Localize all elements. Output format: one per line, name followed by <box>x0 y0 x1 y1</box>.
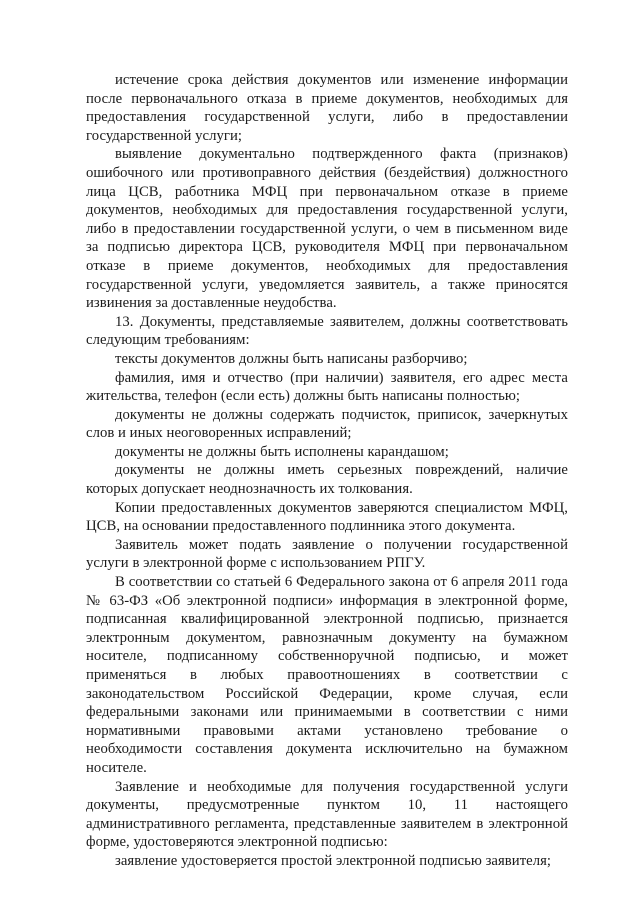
paragraph-simple-signature: заявление удостоверяется простой электронной подписью заявителя; <box>115 852 552 869</box>
paragraph-legible-text: тексты документов должны быть написаны разборчиво; <box>115 350 468 367</box>
paragraph-copies: Копии предоставленных документов заверяются специалистом МФЦ, ЦСВ, на основании предоставленного подлинника этого документа. <box>86 499 568 535</box>
paragraph-no-damage: документы не должны иметь серьезных повреждений, наличие которых допускает неоднозначность их толкования. <box>86 462 568 498</box>
paragraph-federal-law: В соответствии со статьей 6 Федерального закона от 6 апреля 2011 года № 63-ФЗ «Об электронной подписи» информация в электронной форме, подписанная квалифицированной электронной подписью, признается электронным документом, равнозначным документу на бумажном носителе, подписанному собственноручной подписью, и может применяться в любых правоотношениях в соответствии с законодательством Российской Федерации, кроме случая, если федеральными законами или принимаемыми в соответствии с ними нормативными правовыми актами установлено требование о необходимости составления документа исключительно на бумажном носителе. <box>86 574 568 776</box>
paragraph-signature-requirement: Заявление и необходимые для получения государственной услуги документы, предусмотренные пунктом 10, 11 настоящего административного регламента, представленные заявителем в электронной форме, удостоверяются электронной подписью: <box>86 778 568 851</box>
paragraph-error-detection: выявление документально подтвержденного факта (признаков) ошибочного или противоправного действия (бездействия) должностного лица ЦСВ, работника МФЦ при первоначальном отказе в приеме документов, необходимых для предоставления государственной услуги, либо в предоставлении государственной услуги, о чем в письменном виде за подписью директора ЦСВ, руководителя МФЦ при первоначальном отказе в приеме документов, необходимых для предоставления государственной услуги, уведомляется заявитель, а также приносятся извинения за доставленные неудобства. <box>86 146 568 312</box>
paragraph-expiry: истечение срока действия документов или изменение информации после первоначального отказа в приеме документов, необходимых для предоставления государственной услуги, либо в предоставлении государственной услуги; <box>86 72 568 144</box>
paragraph-full-name: фамилия, имя и отчество (при наличии) заявителя, его адрес места жительства, телефон (если есть) должны быть написаны полностью; <box>86 369 568 405</box>
paragraph-no-corrections: документы не должны содержать подчисток, приписок, зачеркнутых слов и иных неоговоренных исправлений; <box>86 406 568 442</box>
paragraph-section-13: 13. Документы, представляемые заявителем, должны соответствовать следующим требованиям: <box>86 313 568 349</box>
paragraph-electronic-application: Заявитель может подать заявление о получении государственной услуги в электронной форме с использованием РПГУ. <box>86 536 568 572</box>
paragraph-no-pencil: документы не должны быть исполнены карандашом; <box>115 443 449 460</box>
